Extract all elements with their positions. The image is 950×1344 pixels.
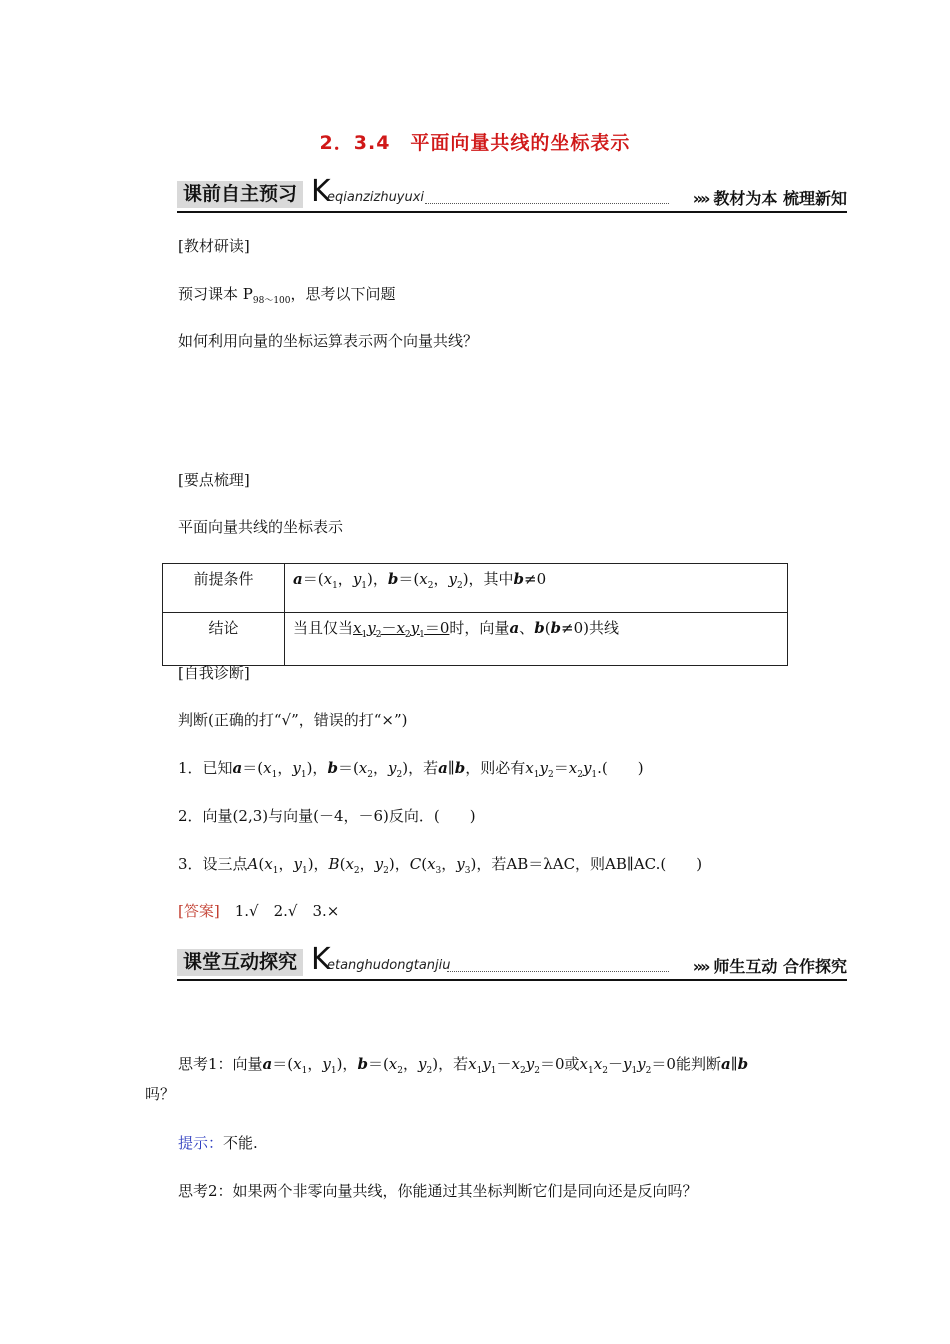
banner-rule [177,979,847,981]
preview-instruction: 预习课本 $P_{98\sim 100}$，思考以下问题 [178,285,396,306]
section-banner-preview [177,174,847,213]
banner-k-letter: K [311,174,331,209]
table-cell-head: 结论 [163,613,285,666]
table-cell-premise: $a=(x_1$，$y_1$)，$b=(x_2$，$y_2$)，其中b≠0 [285,564,788,613]
banner-label: 课堂互动探究 [177,949,303,976]
double-arrow-icon: »» [692,957,708,976]
banner-pinyin: etanghudongtanjiu [327,958,451,973]
hint-label: 提示： [178,1134,224,1152]
hint-line: 提示：不能. [178,1134,258,1152]
table-cell-head: 前提条件 [163,564,285,613]
table-row [163,613,788,666]
banner-slogan: »» 师生互动 合作探究 [692,957,847,976]
page-title: 2．3.4 平面向量共线的坐标表示 [319,132,631,154]
selfcheck-instruction: 判断(正确的打“√”，错误的打“×”) [178,711,408,729]
banner-pinyin: eqianzizhuyuxi [327,190,425,205]
answer-label: [答案] [178,902,220,920]
selfcheck-question-1: 1．已知$a=(x_1$，$y_1$)，$b=(x_2$，$y_2$)，若a∥b，则必有$x_1y_2=x_2y_1$.( ) [178,759,644,780]
double-arrow-icon: »» [692,189,708,208]
think-question-2: 思考2：如果两个非零向量共线，你能通过其坐标判断它们是同向还是反向吗？ [178,1182,698,1200]
banner-dotted-line [425,203,669,204]
selfcheck-answer: [答案] 1.√ 2.√ 3.× [178,902,340,920]
table-cell-conclusion: 当且仅当$x_1y_2-x_2y_1=0$时，向量a、b(b≠0)共线 [285,613,788,666]
selfcheck-question-2: 2．向量(2,3)与向量(－4，－6)反向．( ) [178,807,476,825]
selfcheck-question-3: 3．设三点$A(x_1$，$y_1$)，$B(x_2$，$y_2$)，$C(x_3$，$y_3$)，若AB＝λAC，则AB∥AC.( ) [178,855,703,876]
table-row [163,564,788,613]
banner-k-letter: K [311,942,331,977]
section-banner-classroom [177,942,847,981]
keypoints-subtitle: 平面向量共线的坐标表示 [178,518,344,536]
think-question-1-wrap: 吗？ [145,1085,176,1103]
preview-question: 如何利用向量的坐标运算表示两个向量共线？ [178,332,479,350]
section-heading-textbook: [教材研读] [178,237,250,255]
section-heading-selfcheck: [自我诊断] [178,664,250,682]
banner-slogan: »» 教材为本 梳理新知 [692,189,847,208]
banner-dotted-line [447,971,669,972]
section-heading-keypoints: [要点梳理] [178,471,250,489]
think-question-1: 思考1：向量$a=(x_1$，$y_1$)，$b=(x_2$，$y_2$)，若$x_1y_1-x_2y_2=0$或$x_1x_2-y_1y_2=0$能判断a∥b [178,1055,749,1076]
condition-table [162,563,788,666]
banner-rule [177,211,847,213]
banner-label: 课前自主预习 [177,181,303,208]
